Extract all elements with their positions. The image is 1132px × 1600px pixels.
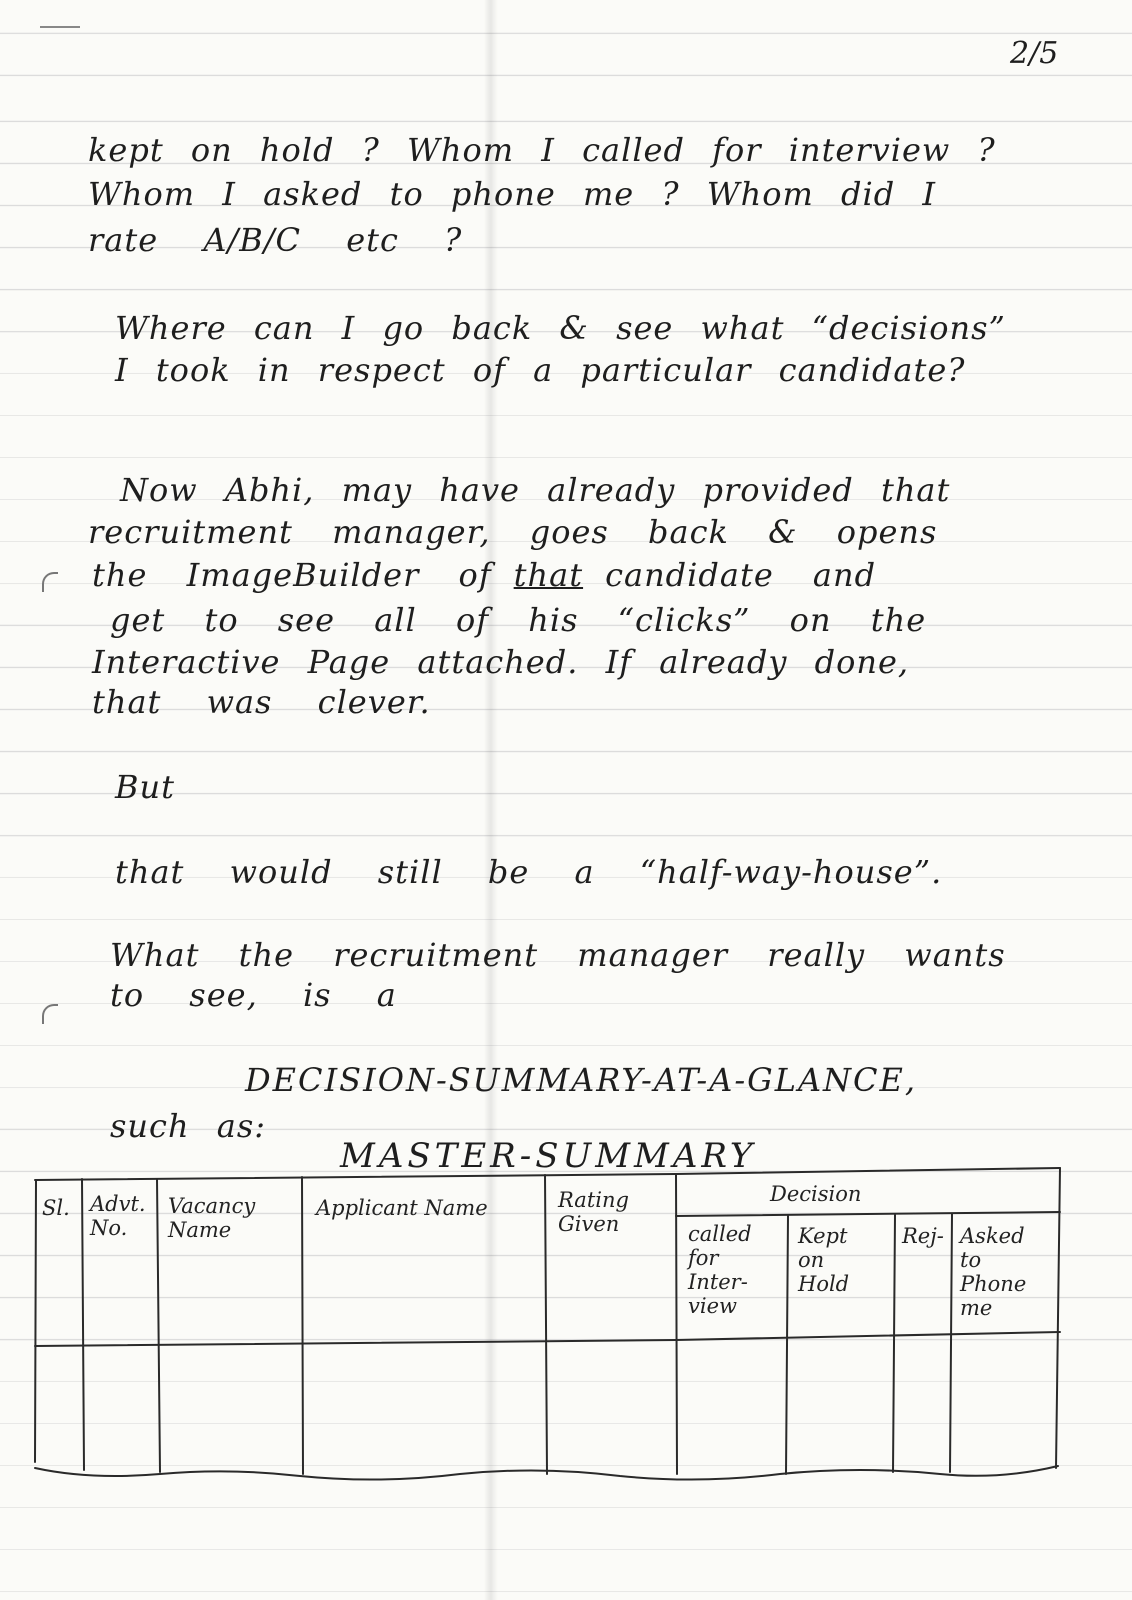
header-rejected: Rej- [902,1224,944,1248]
text-line: Whom I asked to phone me ? Whom did I [88,175,937,213]
header-rating-given: Rating Given [558,1188,629,1236]
table-bottom-wavy-line [35,1466,1058,1480]
header-advt-no: Advt. No. [90,1192,146,1240]
table-column-line [157,1179,160,1472]
text-segment: the ImageBuilder of [92,556,492,594]
text-line: I took in respect of a particular candidate? [115,351,966,389]
punch-hole-mark [42,572,58,592]
text-line: get to see all of his “clicks” on the [110,601,927,639]
table-column-line [950,1214,952,1472]
pen-mark [40,26,80,28]
text-line: rate A/B/C etc ? [88,221,463,259]
text-line: that would still be a “half-way-house”. [115,853,943,891]
text-line: to see, is a [110,976,397,1014]
table-title: MASTER-SUMMARY [340,1136,757,1176]
table-column-line [786,1216,788,1474]
table-column-line [545,1175,547,1474]
header-vacancy-name: Vacancy Name [168,1194,256,1242]
header-applicant-name: Applicant Name [316,1196,488,1220]
table-column-line [893,1215,895,1472]
header-sl: Sl. [42,1196,70,1220]
text-line: that was clever. [92,683,431,721]
text-line: Now Abhi, may have already provided that [120,471,951,509]
text-segment: candidate and [605,556,877,594]
table-column-line [302,1177,303,1474]
table-header-divider [35,1332,1060,1346]
text-line: Where can I go back & see what “decisions” [115,309,1006,347]
text-line: What the recruitment manager really wants [110,936,1006,974]
text-line: Interactive Page attached. If already done, [92,643,910,681]
punch-hole-mark [42,1004,58,1024]
decision-subheader-divider [676,1212,1060,1216]
header-asked-to-phone-me: Asked to Phone me [960,1224,1027,1320]
text-line: such as: [110,1107,267,1145]
text-line [92,553,876,597]
text-line: recruitment manager, goes back & opens [88,513,938,551]
table-column-line [82,1179,84,1470]
header-kept-on-hold: Kept on Hold [798,1224,850,1296]
header-decision: Decision [770,1182,862,1206]
table-column-line [35,1180,36,1462]
text-line: kept on hold ? Whom I called for interview ? [88,131,996,169]
header-called-for-interview: called for Inter- view [688,1222,752,1318]
underlined-word: that [513,556,584,594]
table-column-line [1056,1168,1060,1468]
heading-line: DECISION-SUMMARY-AT-A-GLANCE, [245,1061,918,1099]
page-number: 2/5 [1010,36,1059,71]
text-line: But [115,768,175,806]
table-column-line [676,1174,677,1474]
